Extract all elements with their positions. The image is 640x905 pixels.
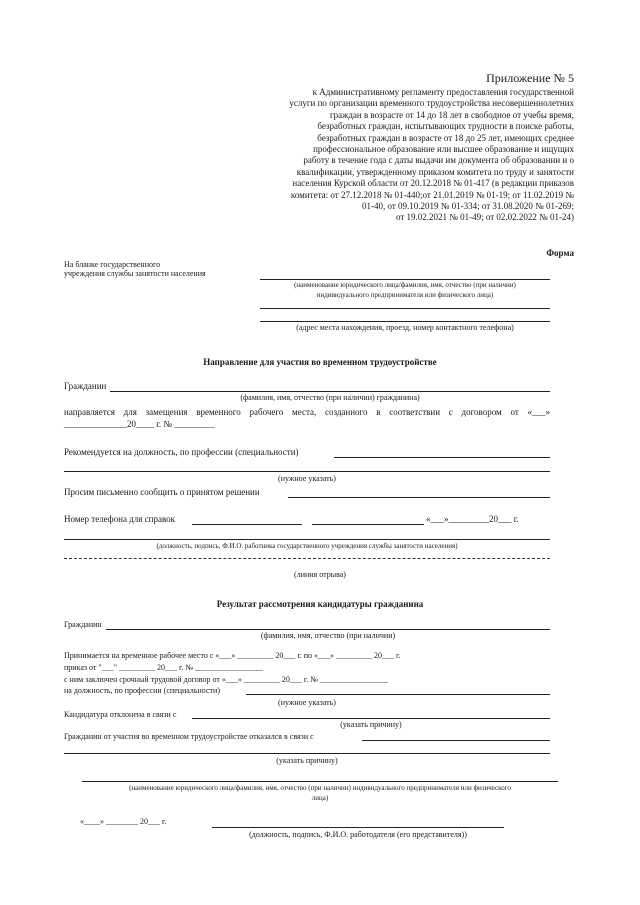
header-line: безработных граждан в возрасте от 18 до 25 лет, имеющих среднее (317, 132, 574, 143)
inform-label: Просим письменно сообщить о принятом решении (64, 487, 260, 497)
blank-line2: учреждения службы занятости населения (64, 269, 206, 278)
header-line: населения Курской области от 20.12.2018 № 01-417 (в редакции приказов (292, 178, 574, 189)
result-citizen-label: Гражданин (64, 620, 102, 629)
refused-field2[interactable] (64, 753, 550, 754)
header-line: к Административному регламенту предоставления государственной (312, 87, 574, 97)
phone-date[interactable]: «___»_________20___ г. (426, 514, 519, 524)
rejected-caption: (указать причину) (340, 720, 402, 729)
signature-field[interactable] (64, 539, 550, 540)
direction-title: Направление для участия во временном трудоустройстве (203, 357, 437, 367)
phone-label: Номер телефона для справок (64, 514, 176, 524)
blank-caption1-line2: индивидуального предпринимателя или физического лица) (316, 291, 494, 299)
form-label: Форма (546, 248, 574, 258)
header-line: граждан в возрасте от 14 до 18 лет в свободное от учебы время, (329, 109, 574, 120)
bottom-signature-field[interactable] (212, 827, 504, 828)
header-line: квалификации, утвержденному приказом комитета по труду и занятости (296, 166, 574, 177)
header-line: работу в течение года с даты выдачи им документа об образовании и о (303, 155, 574, 166)
header-line: услуги по организации временного трудоустройства несовершеннолетних (289, 98, 574, 109)
blank-caption1-line1: (наименование юридического лица/фамилия, имя, отчество (при наличии) (294, 281, 516, 289)
blank-line1: На бланке государственного (64, 260, 161, 269)
direction-date-text[interactable]: ______________20____ г. № _________ (64, 419, 215, 429)
tear-caption: (линия отрыва) (294, 570, 346, 579)
direction-citizen-caption: (фамилия, имя, отчество (при наличии) гражданина) (240, 393, 420, 402)
refused-label: Гражданин от участия во временном трудоустройстве отказался в связи с (64, 732, 314, 741)
recommend-field2[interactable] (64, 471, 550, 472)
rejected-label: Кандидатура отклонена в связи с (64, 710, 177, 719)
result-citizen-caption: (фамилия, имя, отчество (при наличии) (260, 631, 396, 640)
bottom-caption: (должность, подпись, Ф.И.О. работодателя (его представителя)) (249, 830, 467, 839)
direction-sent-text: направляется для замещения временного рабочего места, созданного в соответствии с договором от «___» (64, 407, 550, 417)
inform-field[interactable] (288, 497, 550, 498)
employer-caption-line1: (наименование юридического лица/фамилия, имя, отчество (при наличии) индивидуального предпринимателя или физического (129, 784, 511, 792)
recommend-field1[interactable] (334, 457, 550, 458)
direction-citizen-field[interactable] (110, 391, 550, 392)
blank-address-field1[interactable] (260, 308, 550, 309)
blank-address-field2[interactable] (260, 321, 550, 322)
blank-name-field[interactable] (260, 279, 550, 280)
position-line: на должность, по профессии (специальности) (64, 686, 220, 695)
refused-caption: (указать причину) (276, 756, 338, 765)
result-citizen-field[interactable] (106, 629, 550, 630)
header-line: профессиональное образование или высшее образование и ищущих (313, 144, 574, 154)
signature-caption: (должность, подпись, Ф.И.О. работника государственного учреждения службы занятости населения) (156, 542, 458, 550)
rejected-field[interactable] (192, 718, 550, 719)
phone-field[interactable] (192, 524, 302, 525)
employer-caption-line2: лица) (311, 794, 329, 802)
tear-line (64, 558, 550, 559)
result-title: Результат рассмотрения кандидатуры гражданина (216, 599, 424, 609)
direction-citizen-label: Гражданин (64, 381, 107, 391)
bottom-date[interactable]: «____» ________ 20___ г. (80, 817, 167, 826)
recommend-caption: (нужное указать) (278, 474, 336, 483)
refused-field1[interactable] (362, 740, 550, 741)
header-line: 01-40, от 09.10.2019 № 01-334; от 31.08.2020 № 01-269; (361, 201, 574, 211)
phone-signature-field[interactable] (312, 524, 424, 525)
recommend-label: Рекомендуется на должность, по профессии (специальности) (64, 447, 299, 457)
employer-field[interactable] (82, 781, 558, 782)
appendix-title: Приложение № 5 (486, 71, 574, 85)
blank-caption2: (адрес места нахождения, проезд, номер контактного телефона) (296, 323, 514, 332)
contract-line[interactable]: с ним заключен срочный трудовой договор от «___» _________ 20___ г. № _________________ (64, 675, 388, 684)
order-line[interactable]: приказ от "___" _________ 20___ г. № _________________ (64, 663, 263, 672)
position-field[interactable] (246, 694, 550, 695)
header-line: комитета: от 27.12.2018 № 01-440;от 21.01.2019 № 01-19; от 11.02.2019 № (290, 189, 574, 200)
accepted-line[interactable]: Принимается на временное рабочее место с «___» _________ 20___ г. по «___» _________ 20___ г. (64, 651, 401, 660)
position-caption: (нужное указать) (278, 698, 336, 707)
header-line: безработных граждан, испытывающих трудности в поиске работы, (317, 121, 574, 132)
header-line: от 19.02.2021 № 01-49; от 02.02.2022 № 01-24) (395, 212, 574, 223)
